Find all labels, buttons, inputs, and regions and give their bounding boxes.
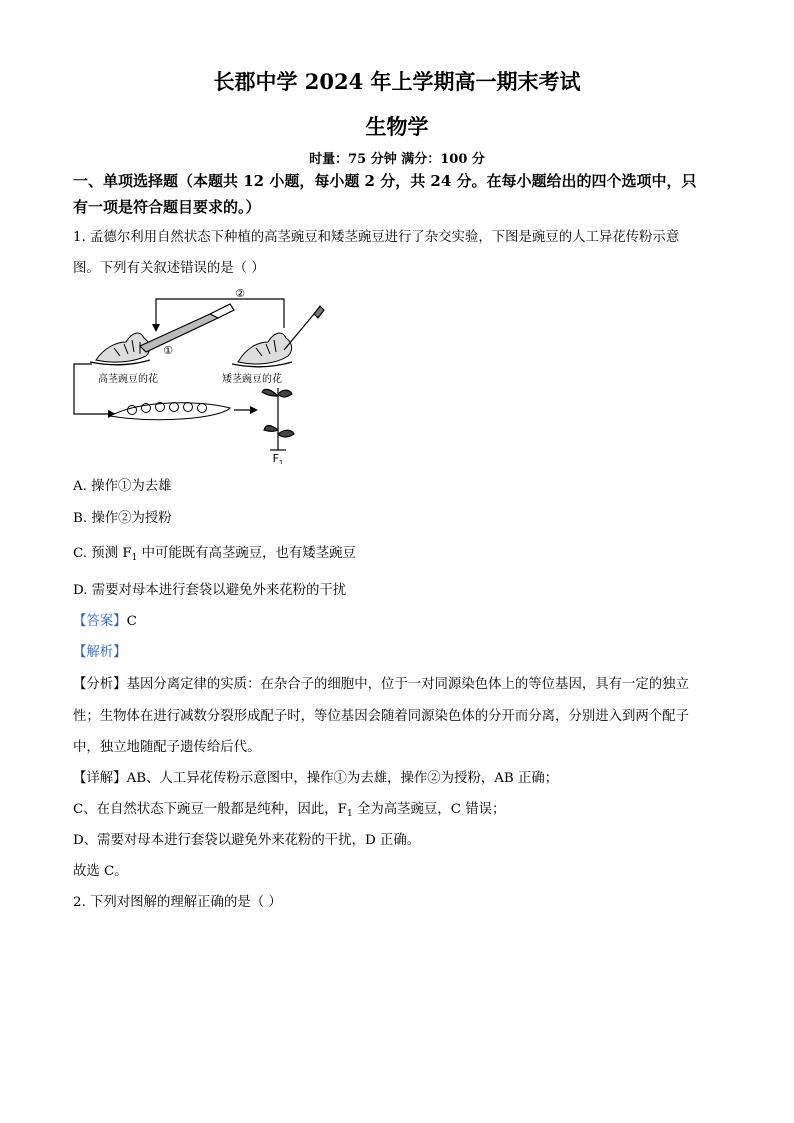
subject-title: 生物学 [365, 114, 429, 139]
step2-arrow [156, 299, 284, 328]
q1-xiangjie-line1: 【详解】AB、人工异花传粉示意图中，操作①为去雄，操作②为授粉，AB 正确； [73, 771, 559, 786]
q2-stem: 2. 下列对图解的理解正确的是（ ） [73, 895, 282, 910]
q1-answer: 【答案】C [73, 614, 137, 629]
q1-option-b: B. 操作②为授粉 [73, 511, 172, 526]
q1-xiangjie-line2: C、在自然状态下豌豆一般都是纯种，因此，$F_1$ 全为高茎豌豆，C 错误； [73, 802, 506, 819]
q1-fenxi-line3: 中，独立地随配子遗传给后代。 [73, 740, 261, 755]
q1-option-a: A. 操作①为去雄 [73, 479, 172, 494]
short-pea-flower [232, 333, 292, 367]
exam-meta: 时量：75 分钟 满分：100 分 [309, 152, 485, 167]
section-heading-line1: 一、单项选择题（本题共 12 小题，每小题 2 分，共 24 分。在每小题给出的四个选项中，只 [73, 172, 697, 190]
q1-stem-line1: 1. 孟德尔利用自然状态下种植的高茎豌豆和矮茎豌豆进行了杂交实验，下图是豌豆的人工异花传粉示意 [73, 230, 680, 245]
f1-label: $F_1$ [272, 452, 284, 464]
tall-flower-label: 高茎豌豆的花 [98, 374, 158, 385]
step1-label: ① [163, 344, 173, 357]
q1-conclusion: 故选 C。 [73, 864, 128, 879]
step2-arrowhead [152, 324, 160, 332]
q1-fenxi-line1: 【分析】基因分离定律的实质：在杂合子的细胞中，位于一对同源染色体上的等位基因，具有一定的独立 [73, 677, 689, 692]
q1-fenxi-line2: 性；生物体在进行减数分裂形成配子时，等位基因会随着同源染色体的分开而分离，分别进入到两个配子 [73, 709, 689, 724]
q1-option-d: D. 需要对母本进行套袋以避免外来花粉的干扰 [73, 583, 347, 598]
exam-title: 长郡中学 2024 年上学期高一期末考试 [213, 69, 581, 94]
q1-xiangjie-line3: D、需要对母本进行套袋以避免外来花粉的干扰，D 正确。 [73, 833, 421, 848]
tall-pea-flower [90, 333, 150, 365]
step2-label: ② [235, 287, 245, 300]
short-flower-label: 矮茎豌豆的花 [222, 374, 282, 385]
q1-option-c: C. 预测 $F_1$ 中可能既有高茎豌豆，也有矮茎豌豆 [73, 546, 356, 563]
pea-pod [110, 403, 230, 420]
section-heading-line2: 有一项是符合题目要求的。） [73, 198, 261, 216]
q1-analysis-tag: 【解析】 [73, 645, 127, 660]
brush-tool [284, 306, 324, 350]
q1-stem-line2: 图。下列有关叙述错误的是（ ） [73, 261, 265, 276]
pollination-diagram [70, 284, 330, 464]
f1-plant [262, 388, 294, 450]
pod-arrow [74, 364, 110, 414]
